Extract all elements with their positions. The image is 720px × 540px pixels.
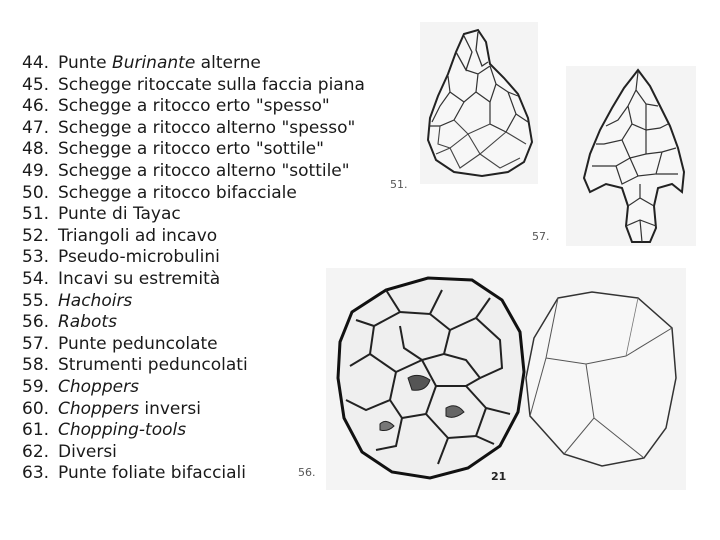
item-text: Punte peduncolate [58, 333, 218, 354]
item-number: 54. [22, 268, 50, 289]
tool-type-list [22, 53, 365, 485]
figure-51-tayac-point [420, 22, 538, 184]
list-item [22, 247, 365, 269]
item-text: alterne [195, 53, 261, 73]
list-item [22, 96, 365, 118]
list-item [22, 291, 365, 313]
item-text: Schegge ritoccate sulla faccia piana [58, 74, 365, 95]
list-item [22, 377, 365, 399]
item-text: Rabots [58, 312, 117, 333]
item-number: 61. [22, 420, 50, 441]
item-number: 49. [22, 160, 50, 181]
item-number: 52. [22, 225, 50, 246]
item-text: Choppers [58, 376, 139, 397]
list-item [22, 204, 365, 226]
item-text: Schegge a ritocco alterno "sottile" [58, 160, 350, 181]
list-item [22, 183, 365, 205]
figure-57-tanged-point [566, 66, 696, 246]
item-number: 50. [22, 182, 50, 203]
item-text: Chopping-tools [58, 420, 187, 441]
item-number: 44. [22, 53, 50, 73]
item-text: Diversi [58, 441, 117, 462]
list-item [22, 355, 365, 377]
item-number: 57. [22, 333, 50, 354]
list-item [22, 442, 365, 464]
list-item [22, 161, 365, 183]
list-item [22, 334, 365, 356]
item-text: Schegge a ritocco alterno "spesso" [58, 117, 356, 138]
item-text: inversi [138, 398, 201, 419]
item-text: Hachoirs [58, 290, 133, 311]
item-text: Punte di Tayac [58, 204, 181, 225]
item-number: 56. [22, 312, 50, 333]
item-number: 47. [22, 117, 50, 138]
figure-56-inner-label: 21 [491, 470, 507, 483]
list-item [22, 226, 365, 248]
list-item [22, 420, 365, 442]
item-text: Burinante [112, 53, 196, 73]
item-number: 55. [22, 290, 50, 311]
figure-56-caption: 56. [298, 466, 316, 479]
figure-57-caption: 57. [532, 230, 550, 243]
item-text: Strumenti peduncolati [58, 355, 248, 376]
item-number: 48. [22, 139, 50, 160]
item-text: Schegge a ritocco erto "spesso" [58, 96, 330, 117]
item-text: Incavi su estremità [58, 268, 221, 289]
list-item [22, 75, 365, 97]
item-text: Schegge a ritocco erto "sottile" [58, 139, 324, 160]
item-number: 58. [22, 355, 50, 376]
item-text: Punte foliate bifacciali [58, 463, 247, 484]
list-item [22, 312, 365, 334]
item-text: Choppers [58, 398, 139, 419]
item-number: 45. [22, 74, 50, 95]
item-number: 53. [22, 247, 50, 268]
figure-56-rabot [326, 268, 686, 490]
list-item [22, 139, 365, 161]
list-item [22, 269, 365, 291]
item-text: Punte [58, 53, 113, 73]
item-number: 62. [22, 441, 50, 462]
list-item [22, 399, 365, 421]
item-number: 59. [22, 376, 50, 397]
item-text: Triangoli ad incavo [58, 225, 218, 246]
figure-51-caption: 51. [390, 178, 408, 191]
list-item [22, 118, 365, 140]
item-number: 46. [22, 96, 50, 117]
item-text: Pseudo-microbulini [58, 247, 220, 268]
list-item [22, 53, 365, 75]
item-number: 60. [22, 398, 50, 419]
item-number: 51. [22, 204, 50, 225]
item-text: Schegge a ritocco bifacciale [58, 182, 297, 203]
item-number: 63. [22, 463, 50, 484]
